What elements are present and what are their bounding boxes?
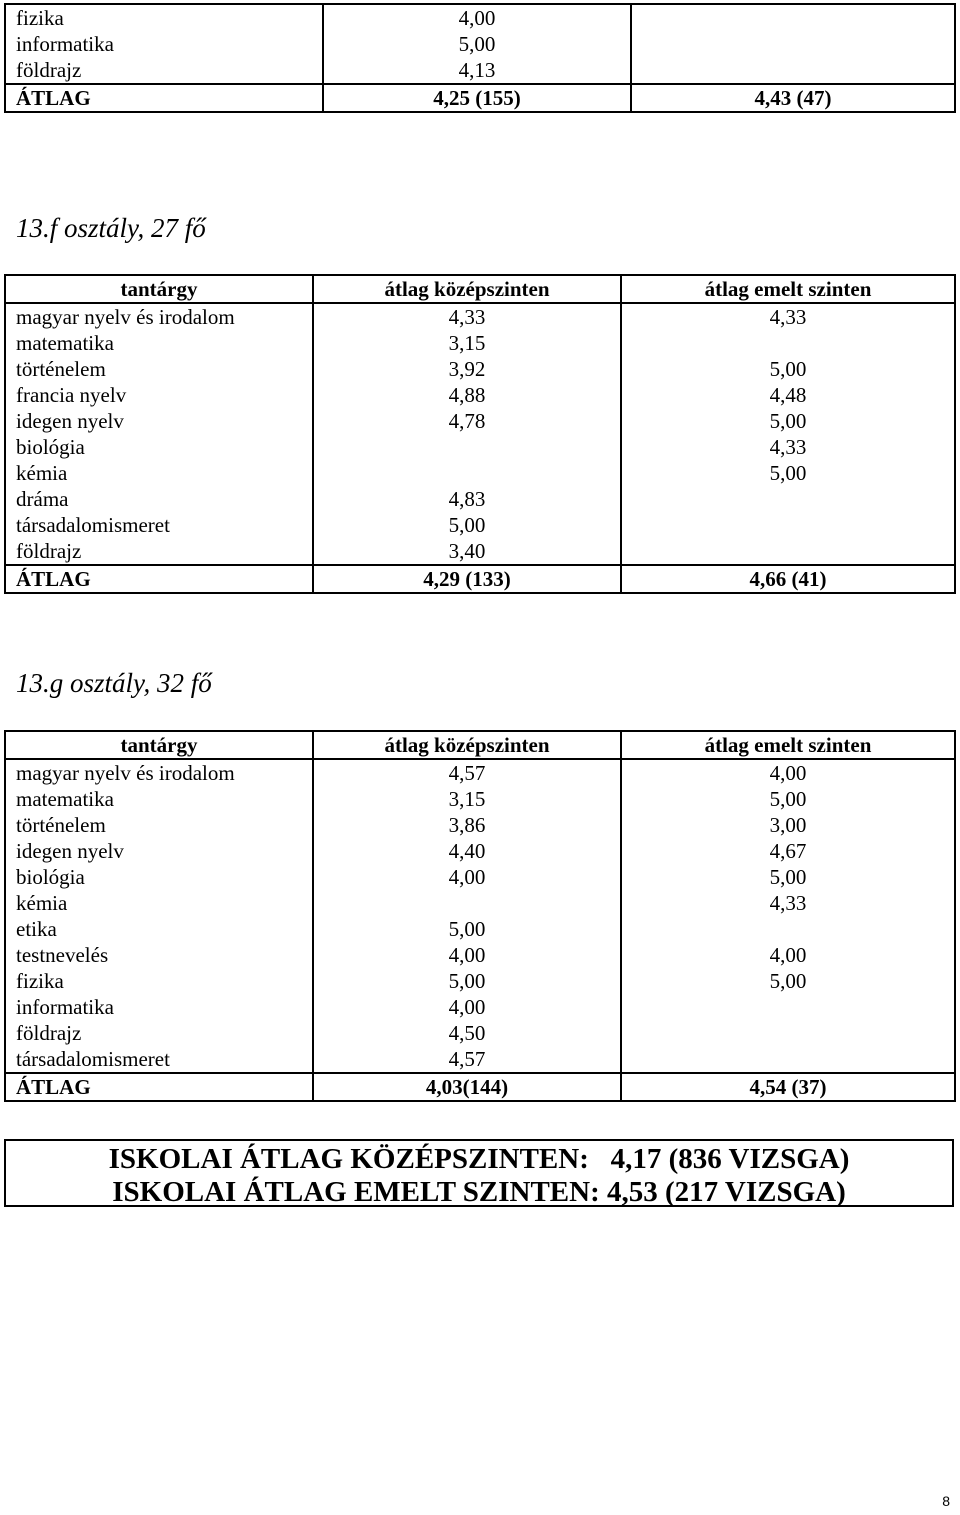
table-section-f — [4, 274, 956, 594]
mid-level-cell: 3,40 — [313, 538, 621, 565]
advanced-level-cell: 5,00 — [621, 356, 955, 382]
mid-level-cell: 4,00 — [313, 942, 621, 968]
mid-level-cell: 4,33 — [313, 303, 621, 330]
advanced-level-cell — [621, 330, 955, 356]
school-average-summary — [4, 1139, 954, 1207]
subject-cell: fizika — [5, 4, 323, 31]
table-row — [5, 994, 955, 1020]
subject-cell: informatika — [5, 994, 313, 1020]
mid-level-cell: 4,00 — [323, 4, 631, 31]
advanced-level-cell: 4,67 — [621, 838, 955, 864]
header-mid-level: átlag középszinten — [313, 731, 621, 759]
mid-level-cell: 4,88 — [313, 382, 621, 408]
average-advanced-value: 4,54 (37) — [621, 1073, 955, 1101]
table-row — [5, 812, 955, 838]
advanced-level-cell — [621, 916, 955, 942]
average-row — [5, 565, 955, 593]
mid-level-cell: 4,13 — [323, 57, 631, 84]
header-subject: tantárgy — [5, 275, 313, 303]
subject-cell: földrajz — [5, 1020, 313, 1046]
table-row — [5, 968, 955, 994]
table-row — [5, 31, 955, 57]
mid-level-cell: 3,86 — [313, 812, 621, 838]
subject-cell: történelem — [5, 812, 313, 838]
subject-cell: idegen nyelv — [5, 408, 313, 434]
table-row — [5, 512, 955, 538]
table-row — [5, 4, 955, 31]
average-row — [5, 1073, 955, 1101]
subject-cell: fizika — [5, 968, 313, 994]
mid-level-cell: 4,00 — [313, 864, 621, 890]
table-row — [5, 434, 955, 460]
advanced-level-cell: 5,00 — [621, 968, 955, 994]
subject-cell: matematika — [5, 330, 313, 356]
advanced-level-cell: 4,48 — [621, 382, 955, 408]
mid-level-cell — [313, 434, 621, 460]
advanced-level-cell: 3,00 — [621, 812, 955, 838]
table-section-g — [4, 730, 956, 1102]
advanced-level-cell — [621, 1020, 955, 1046]
advanced-level-cell: 4,00 — [621, 759, 955, 786]
mid-level-cell: 3,92 — [313, 356, 621, 382]
table-header-row — [5, 731, 955, 759]
subject-cell: társadalomismeret — [5, 1046, 313, 1073]
advanced-level-cell: 4,00 — [621, 942, 955, 968]
table-row — [5, 786, 955, 812]
advanced-level-cell: 4,33 — [621, 434, 955, 460]
table-row — [5, 486, 955, 512]
mid-level-cell: 4,50 — [313, 1020, 621, 1046]
average-row — [5, 84, 955, 112]
header-advanced-level: átlag emelt szinten — [621, 731, 955, 759]
header-subject: tantárgy — [5, 731, 313, 759]
subject-cell: történelem — [5, 356, 313, 382]
mid-level-cell: 4,83 — [313, 486, 621, 512]
subject-cell: biológia — [5, 864, 313, 890]
table-row — [5, 864, 955, 890]
subject-cell: magyar nyelv és irodalom — [5, 303, 313, 330]
advanced-level-cell: 5,00 — [621, 786, 955, 812]
mid-level-cell: 4,40 — [313, 838, 621, 864]
subject-cell: matematika — [5, 786, 313, 812]
mid-level-cell: 4,57 — [313, 759, 621, 786]
subject-cell: testnevelés — [5, 942, 313, 968]
mid-level-cell: 3,15 — [313, 330, 621, 356]
mid-level-cell: 5,00 — [313, 916, 621, 942]
table-top — [4, 3, 956, 113]
table-row — [5, 57, 955, 84]
subject-cell: földrajz — [5, 57, 323, 84]
table-row — [5, 538, 955, 565]
page-number: 8 — [942, 1493, 950, 1509]
subject-cell: etika — [5, 916, 313, 942]
section-g-title: 13.g osztály, 32 fő — [16, 668, 212, 698]
mid-level-cell — [313, 460, 621, 486]
table-row — [5, 942, 955, 968]
table-row — [5, 330, 955, 356]
average-label: ÁTLAG — [5, 565, 313, 593]
table-row — [5, 890, 955, 916]
advanced-level-cell — [621, 486, 955, 512]
average-advanced-value: 4,43 (47) — [631, 84, 955, 112]
table-row — [5, 916, 955, 942]
advanced-level-cell: 5,00 — [621, 408, 955, 434]
advanced-level-cell: 4,33 — [621, 890, 955, 916]
advanced-level-cell: 4,33 — [621, 303, 955, 330]
mid-level-cell: 3,15 — [313, 786, 621, 812]
table-row — [5, 382, 955, 408]
subject-cell: idegen nyelv — [5, 838, 313, 864]
table-row — [5, 356, 955, 382]
advanced-level-cell — [631, 57, 955, 84]
subject-cell: magyar nyelv és irodalom — [5, 759, 313, 786]
subject-cell: társadalomismeret — [5, 512, 313, 538]
advanced-level-cell — [621, 994, 955, 1020]
subject-cell: kémia — [5, 890, 313, 916]
section-f-title: 13.f osztály, 27 fő — [16, 213, 206, 243]
header-advanced-level: átlag emelt szinten — [621, 275, 955, 303]
mid-level-cell: 5,00 — [313, 512, 621, 538]
table-header-row — [5, 275, 955, 303]
average-advanced-value: 4,66 (41) — [621, 565, 955, 593]
mid-level-cell: 4,78 — [313, 408, 621, 434]
advanced-level-cell — [621, 538, 955, 565]
advanced-level-cell: 5,00 — [621, 460, 955, 486]
advanced-level-cell — [631, 4, 955, 31]
table-row — [5, 303, 955, 330]
mid-level-cell: 5,00 — [323, 31, 631, 57]
subject-cell: földrajz — [5, 538, 313, 565]
advanced-level-cell: 5,00 — [621, 864, 955, 890]
mid-level-cell: 5,00 — [313, 968, 621, 994]
advanced-level-cell — [631, 31, 955, 57]
table-row — [5, 759, 955, 786]
subject-cell: francia nyelv — [5, 382, 313, 408]
average-label: ÁTLAG — [5, 84, 323, 112]
average-mid-value: 4,29 (133) — [313, 565, 621, 593]
advanced-level-cell — [621, 1046, 955, 1073]
table-row — [5, 1046, 955, 1073]
table-row — [5, 460, 955, 486]
mid-level-cell: 4,57 — [313, 1046, 621, 1073]
subject-cell: biológia — [5, 434, 313, 460]
subject-cell: dráma — [5, 486, 313, 512]
average-label: ÁTLAG — [5, 1073, 313, 1101]
summary-advanced-level: ISKOLAI ÁTLAG EMELT SZINTEN: 4,53 (217 VIZSGA) — [112, 1176, 846, 1208]
summary-mid-level: ISKOLAI ÁTLAG KÖZÉPSZINTEN: 4,17 (836 VIZSGA) — [108, 1143, 850, 1175]
average-mid-value: 4,03(144) — [313, 1073, 621, 1101]
subject-cell: kémia — [5, 460, 313, 486]
table-row — [5, 1020, 955, 1046]
mid-level-cell — [313, 890, 621, 916]
mid-level-cell: 4,00 — [313, 994, 621, 1020]
subject-cell: informatika — [5, 31, 323, 57]
average-mid-value: 4,25 (155) — [323, 84, 631, 112]
advanced-level-cell — [621, 512, 955, 538]
table-row — [5, 408, 955, 434]
table-row — [5, 838, 955, 864]
header-mid-level: átlag középszinten — [313, 275, 621, 303]
